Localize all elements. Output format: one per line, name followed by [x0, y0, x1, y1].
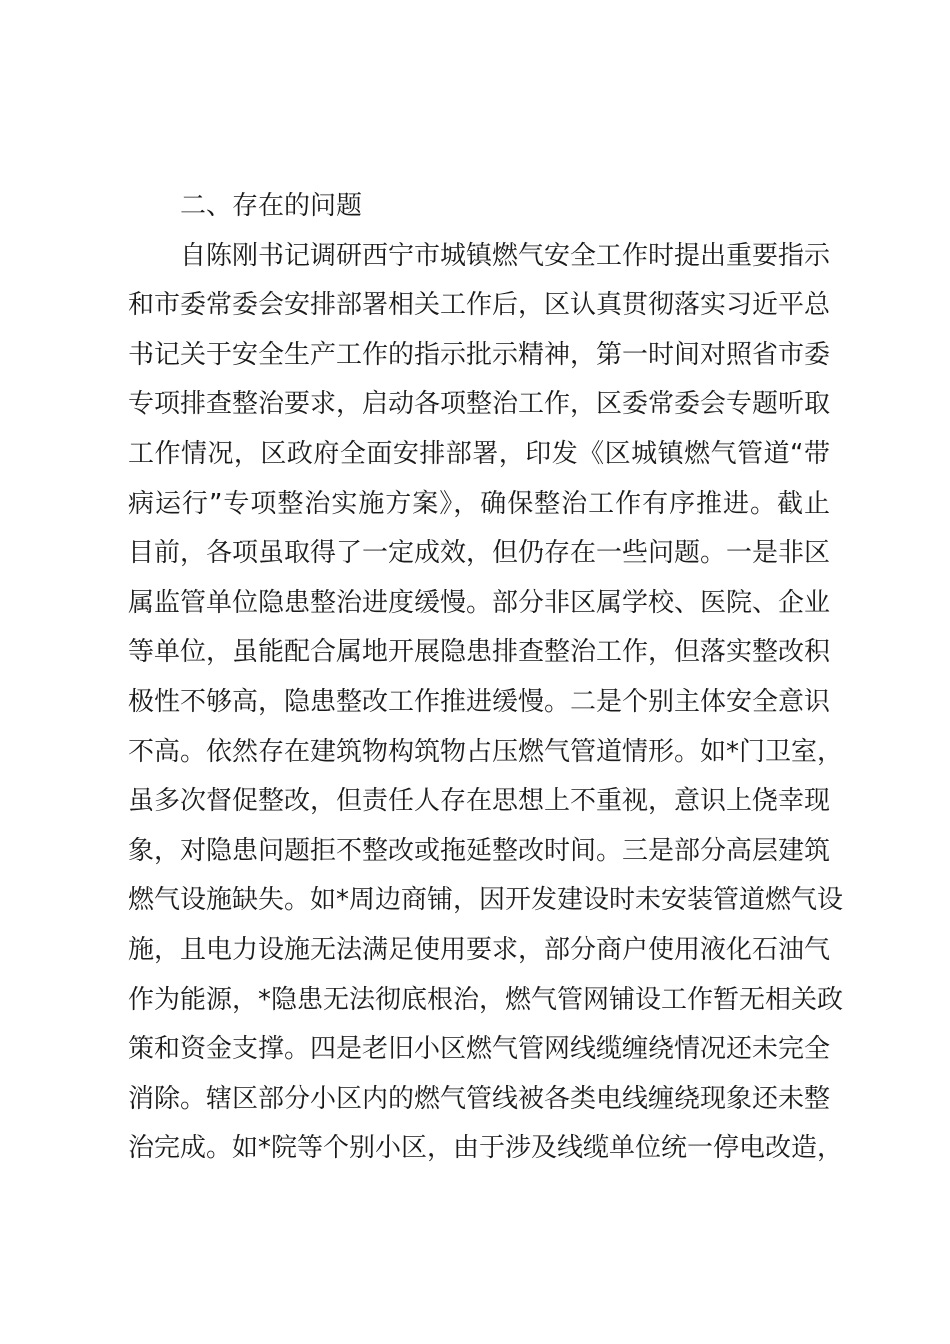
paragraph-line: 极性不够高，隐患整改工作推进缓慢。二是个别主体安全意识 — [128, 686, 831, 717]
paragraph-line: 病运行”专项整治实施方案》，确保整治工作有序推进。截止 — [128, 488, 830, 519]
paragraph-line: 策和资金支撑。四是老旧小区燃气管网线缆缠绕情况还未完全 — [128, 1034, 831, 1065]
paragraph-line: 属监管单位隐患整治进度缓慢。部分非区属学校、医院、企业 — [128, 587, 831, 618]
paragraph-line: 等单位，虽能配合属地开展隐患排查整治工作，但落实整改积 — [128, 637, 831, 668]
paragraph-line: 虽多次督促整改，但责任人存在思想上不重视，意识上侥幸现 — [128, 786, 831, 817]
paragraph-line: 工作情况，区政府全面安排部署，印发《区城镇燃气管道“带 — [128, 438, 830, 469]
document-body — [128, 182, 844, 1174]
paragraph-line: 象，对隐患问题拒不整改或拖延整改时间。三是部分高层建筑 — [128, 835, 831, 866]
paragraph-line: 作为能源，*隐患无法彻底根治，燃气管网铺设工作暂无相关政 — [128, 984, 844, 1015]
paragraph-line: 施，且电力设施无法满足使用要求，部分商户使用液化石油气 — [128, 934, 831, 965]
paragraph-line: 和市委常委会安排部署相关工作后，区认真贯彻落实习近平总 — [128, 290, 831, 321]
paragraph-line: 书记关于安全生产工作的指示批示精神，第一时间对照省市委 — [128, 339, 831, 370]
paragraph-line: 专项排查整治要求，启动各项整治工作，区委常委会专题听取 — [128, 389, 831, 420]
paragraph-line: 消除。辖区部分小区内的燃气管线被各类电线缠绕现象还未整 — [128, 1083, 831, 1114]
paragraph-line: 自陈刚书记调研西宁市城镇燃气安全工作时提出重要指示 — [180, 240, 831, 271]
paragraph-line: 不高。依然存在建筑物构筑物占压燃气管道情形。如*门卫室， — [128, 736, 844, 767]
paragraph-line: 燃气设施缺失。如*周边商铺，因开发建设时未安装管道燃气设 — [128, 885, 844, 916]
paragraph-line: 目前，各项虽取得了一定成效，但仍存在一些问题。一是非区 — [128, 538, 831, 569]
paragraph-line: 治完成。如*院等个别小区，由于涉及线缆单位统一停电改造， — [128, 1133, 844, 1164]
section-heading: 二、存在的问题 — [180, 191, 363, 221]
